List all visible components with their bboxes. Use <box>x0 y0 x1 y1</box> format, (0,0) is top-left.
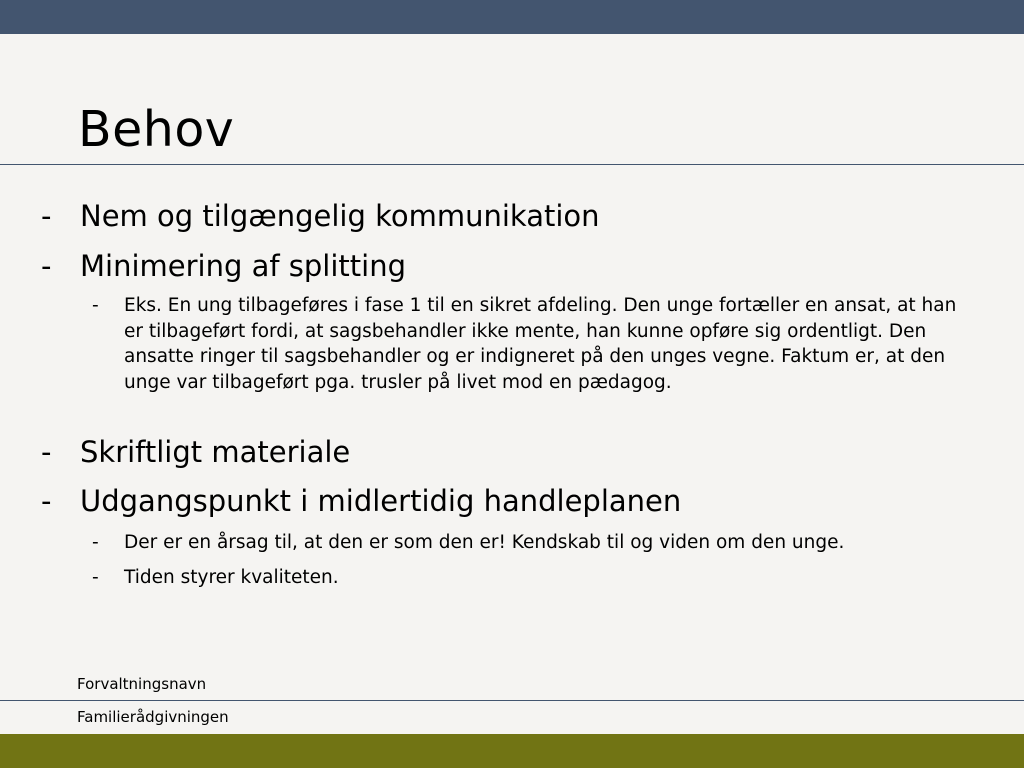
sub-bullet-text: Tiden styrer kvaliteten. <box>124 567 339 588</box>
footer-label: Forvaltningsnavn <box>77 675 207 693</box>
bullet-text: Nem og tilgængelig kommunikation <box>80 199 600 233</box>
sub-bullet-marker: - <box>92 295 99 316</box>
sub-bullet-text: Eks. En ung tilbageføres i fase 1 til en sikret afdeling. Den unge fortæller en ansat, at han er tilbageført fordi, at sagsbehandler ikke mente, han kunne opføre sig ordentligt. Den ansatte ringer til sagsbehandler og er indigneret på den unges vegne. Faktum er, at den unge var tilbageført pga. trusler på livet mod en pædagog. <box>124 295 957 393</box>
bullet-text: Minimering af splitting <box>80 249 407 283</box>
title-divider <box>0 164 1024 165</box>
bullet-text: Skriftligt materiale <box>80 435 351 469</box>
sub-bullet-marker: - <box>92 532 99 553</box>
bottom-accent-bar <box>0 734 1024 768</box>
footer-department: Familierådgivningen <box>77 708 229 726</box>
sub-bullet-marker: - <box>92 567 99 588</box>
bullet-marker: - <box>41 435 52 469</box>
slide-title: Behov <box>78 101 235 158</box>
sub-bullet-text: Der er en årsag til, at den er som den er! Kendskab til og viden om den unge. <box>124 532 845 553</box>
bullet-text: Udgangspunkt i midlertidig handleplanen <box>80 484 682 518</box>
top-accent-bar <box>0 0 1024 34</box>
footer-divider <box>0 700 1024 701</box>
bullet-marker: - <box>41 199 52 233</box>
bullet-marker: - <box>41 249 52 283</box>
bullet-marker: - <box>41 484 52 518</box>
